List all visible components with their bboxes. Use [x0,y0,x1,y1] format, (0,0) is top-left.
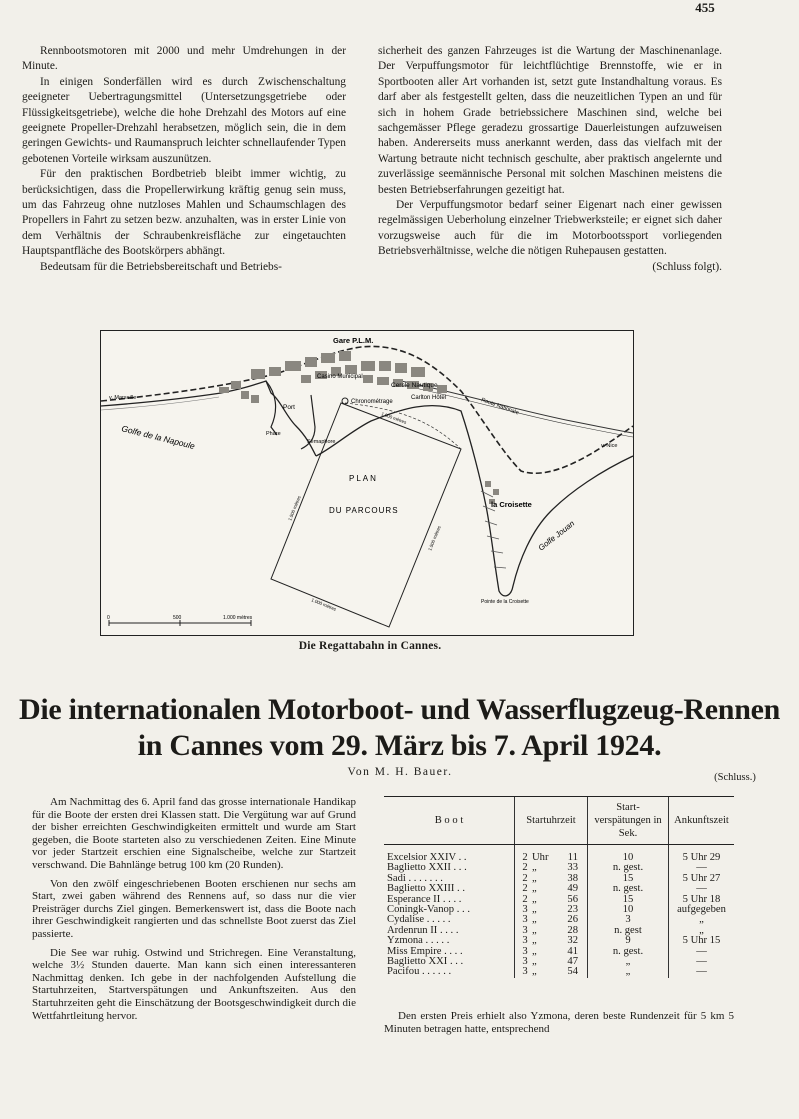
start-time-part: 3 [522,966,528,978]
column-header: Start-verspätungen in Sek. [588,797,669,845]
paragraph: Für den praktischen Bordbetrieb bleibt immer wichtig, zu berücksichtigen, dass die Propellerwirkung kräftig genug sein muss, um das Fahrzeug ohne nutzloses Mahlen und Schaumschlagen des Propellers in Fahrt zu setzen bezw. anzuhalten, was in erster Linie von dem Verhältnis der Schraubenkreisfläche zur eingetauchten Hauptspantfläche des Bootskörpers abhängt. [22,168,346,258]
map-label: DU PARCOURS [329,506,399,515]
paragraph: Bedeutsam für die Betriebsbereitschaft und Betriebs- [40,260,282,273]
start-time-part: „ [532,956,537,968]
start-delay-cell: 9 [588,936,669,946]
map-label: la Croisette [491,500,532,509]
map-label: Carlton Hôtel [411,395,447,401]
boat-name-cell: Baglietto XXIII . . [387,883,465,895]
start-time-part: 11 [567,852,578,863]
right-text-column [378,44,722,275]
arrival-time-cell: — [669,957,735,967]
map-label: Gare P.L.M. [333,336,374,345]
map-label: Route Nationale [480,397,520,417]
map-label: 1.500 mètres [427,525,442,552]
series-note: (Schluss.) [714,772,756,783]
start-time-cell [515,967,588,977]
article-body-column [32,796,356,1028]
paragraph: sicherheit des ganzen Fahrzeuges ist die Wartung der Maschinenanlage. Der Verpuffungsmotor für leichtflüchtige Brennstoffe, wie er in Sportbooten aller Art vorhanden ist, setzt gute Instandhaltung voraus. Es darf aber als festgestellt gelten, dass die neuzeitlichen Typen an und für sich in hohem Grade betriebssichere Maschinen sind, welche bei sachgemässer Pflege geradezu grossartige Dauerleistungen aufzuweisen haben. Andererseits muss anerkannt werden, dass das vielfach mit der Wartung betraute nicht technisch geschulte, aber praktisch angelernte und zuverlässige seemännische Personal mit solchen Maschinen meistens die besten Betriebserfahrungen gezeitigt hat. [378,45,722,196]
paragraph-text: Der Verpuffungsmotor bedarf seiner Eigenart nach einer gewissen regelmässigen Ueberholung einzelner Triebwerksteile; er eignet sich daher vorzugsweise auch für die im Motorbootssport vorliegenden Betriebsverhältnisse, welche die nötigen Ruhepausen gestatten. [378,199,722,258]
map-label: Port [283,404,295,411]
arrival-time-cell: 5 Uhr 27 [669,874,735,884]
start-delay-cell: n. gest. [588,947,669,957]
start-time-part: „ [532,914,537,926]
paragraph: In einigen Sonderfällen wird es durch Zwischenschaltung geeigneter Uebertragungsmittel (Untersetzungsgetriebe oder Flüssigkeitsgetriebe), welche die hohe Drehzahl des Motors auf eine geeignete Propeller-Drehzahl herabsetzen, möglich sein, die in dem geringen Gewichts- und Raumanspruch leichter schnellaufender Typen gebotenen Vorteile wirksam auszunützen. [22,75,346,165]
scale-bar [107,615,253,626]
start-time-part: 3 [522,914,528,926]
coastline-west [101,381,316,456]
arrival-time-cell: — [669,884,735,894]
start-delay-cell: n. gest. [588,884,669,894]
scale-label: 500 [173,615,182,621]
start-time-part: 23 [567,904,578,916]
map-label: Phare [266,431,281,437]
start-time-part: „ [532,904,537,916]
column-header: B o o t [384,797,515,845]
start-delay-cell: „ [588,967,669,977]
column-header: Startuhrzeit [515,797,588,845]
course-outline [271,403,461,627]
boat-name-cell: Excelsior XXIV . . [387,852,467,863]
map-label: Golfe de la Napoule [120,423,196,452]
start-time-part: 49 [567,883,578,895]
start-time-part: „ [532,966,537,978]
start-time-part: 2 [522,862,528,874]
start-delay-cell: n. gest. [588,863,669,873]
scale-label: 1.000 mètres [223,615,253,621]
boat-name-cell: Miss Empire . . . . [387,945,463,957]
arrival-time-cell: 5 Uhr 18 [669,895,735,905]
results-table [384,796,734,978]
arrival-time-cell: aufgegeben [669,905,735,915]
map-label: 1.000 mètres [380,411,408,425]
coastline-east [316,406,633,596]
arrival-time-cell: 5 Uhr 29 [669,845,735,864]
paragraph: Die See war ruhig. Ostwind und Strichregen. Eine Veranstaltung, welche 3½ Stunden dauerte. Man kann sich einen interessanteren Nachmittag denken. Ich gebe in der nachfolgenden Aufstellung die Startuhrzeiten, Startverspätungen und Ankunftszeiten. Aus den Startuhrzeiten geht die Einschätzung der Bootsgeschwindigkeit durch die Wettfahrtleitung hervor. [32,946,356,1022]
headline-line: Die internationalen Motorboot- und Wasserflugzeug-Rennen [19,693,780,726]
map-label: PLAN [349,474,378,483]
paragraph: Von den zwölf eingeschriebenen Booten erschienen nur sechs am Start, zwei gaben während des Rennens auf, so dass nur die vier Preisträger durchs Ziel gingen. Bemerkenswert ist, dass die Boote nach ihrer Geschwindigkeit rangierten und das schnellste Boot zuerst das Ziel passierte. [32,877,356,940]
map-label: v. Marseille [109,395,137,401]
boat-name-cell: Yzmona . . . . . [387,935,450,947]
author-byline: Von M. H. Bauer. [347,766,453,778]
map-label: Pointe de la Croisette [481,599,529,605]
start-time-part: 2 [522,872,528,884]
map-drawing [101,331,633,635]
boat-name-cell: Coningk-Vanop . . . [387,904,470,916]
map-label: Golfe Jouan [536,518,577,553]
page-number: 455 [695,0,715,15]
map-caption: Die Regattabahn in Cannes. [298,640,442,652]
closing-paragraph-block [384,1010,734,1036]
start-time-part: 3 [522,924,528,936]
start-time-part: „ [532,945,537,957]
article-headline [0,692,799,764]
arrival-time-cell: — [669,947,735,957]
map-label: v. Nice [601,443,618,449]
start-delay-cell: n. gest [588,926,669,936]
table-row [384,967,734,977]
start-time-part: 2 [522,883,528,895]
start-delay-cell: 10 [588,905,669,915]
results-table-wrapper [384,796,734,978]
left-text-column [22,44,346,275]
map-label: 1.000 mètres [310,597,337,612]
arrival-time-cell: „ [669,926,735,936]
paragraph: Rennbootsmotoren mit 2000 und mehr Umdrehungen in der Minute. [22,45,346,73]
table-row [384,845,734,864]
boat-name-cell: Cydalise . . . . . [387,914,451,926]
table-header-row [384,797,734,845]
paragraph [378,198,722,273]
start-time-part: „ [532,862,537,874]
start-time-part: 3 [522,904,528,916]
regatta-course-map [100,330,634,636]
start-delay-cell: 3 [588,915,669,925]
column-header: Ankunftszeit [669,797,735,845]
start-time-part: 32 [567,935,578,947]
start-time-part: 2 [522,852,528,863]
start-time-part: Uhr [532,852,549,863]
arrival-time-cell: 5 Uhr 15 [669,936,735,946]
map-label: Cercle Nautique [391,382,438,389]
paragraph: Am Nachmittag des 6. April fand das grosse internationale Handikap für die Boote der ersten drei Klassen statt. Die Vergütung war auf Grund der bisher erreichten Geschwindigkeiten ermittelt und wurde am Start gegeben, die Boote starteten also zu verschiedenen Zeiten. Eine Minute vor jeder Startzeit erschien eine Signalscheibe, welche zur Startzeit verschwand. Die Bahnlänge betrug 100 km (20 Runden). [32,796,356,871]
start-time-part: 41 [567,945,578,957]
start-time-part: 26 [567,914,578,926]
start-time-part: 33 [567,862,578,874]
map-label: Casino Municipal [317,374,363,380]
start-time-part: „ [532,893,537,905]
start-time-part: 3 [522,935,528,947]
start-time-part: 47 [567,956,578,968]
start-time-part: „ [532,935,537,947]
start-delay-cell: 15 [588,895,669,905]
start-time-part: „ [532,872,537,884]
paragraph: Den ersten Preis erhielt also Yzmona, deren beste Rundenzeit für 5 km 5 Minuten betragen hatte, entsprechend [384,1010,734,1035]
boat-name-cell: Baglietto XXI . . . [387,956,464,968]
arrival-time-cell: „ [669,915,735,925]
start-delay-cell: „ [588,957,669,967]
boat-name-cell: Ardenrun II . . . . [387,924,459,936]
start-time-part: 28 [567,924,578,936]
arrival-time-cell: — [669,967,735,977]
start-time-part: 38 [567,872,578,884]
port-pier [266,381,277,435]
continuation-note: (Schluss folgt). [652,260,722,273]
arrival-time-cell: — [669,863,735,873]
start-time-part: „ [532,883,537,895]
boat-name-cell: Esperance II . . . . [387,893,462,905]
boat-name-cell: Baglietto XXII . . . [387,862,467,874]
start-time-part: „ [532,924,537,936]
start-delay-cell: 10 [588,845,669,864]
boat-name-cell: Pacifou . . . . . . [387,966,452,978]
map-label: Chronométrage [351,399,393,405]
map-label: 1.500 mètres [287,495,302,522]
start-delay-cell: 15 [588,874,669,884]
scale-label: 0 [107,615,110,621]
start-time-part: 3 [522,945,528,957]
headline-line: in Cannes vom 29. März bis 7. April 1924. [137,729,662,762]
start-time-part: 56 [567,893,578,905]
start-time-cell [515,845,588,864]
boat-name-cell: Sadi . . . . . . . [387,872,443,884]
map-label: Sémaphore [307,439,336,445]
start-time-part: 3 [522,956,528,968]
start-time-part: 2 [522,893,528,905]
start-time-part: 54 [567,966,578,978]
